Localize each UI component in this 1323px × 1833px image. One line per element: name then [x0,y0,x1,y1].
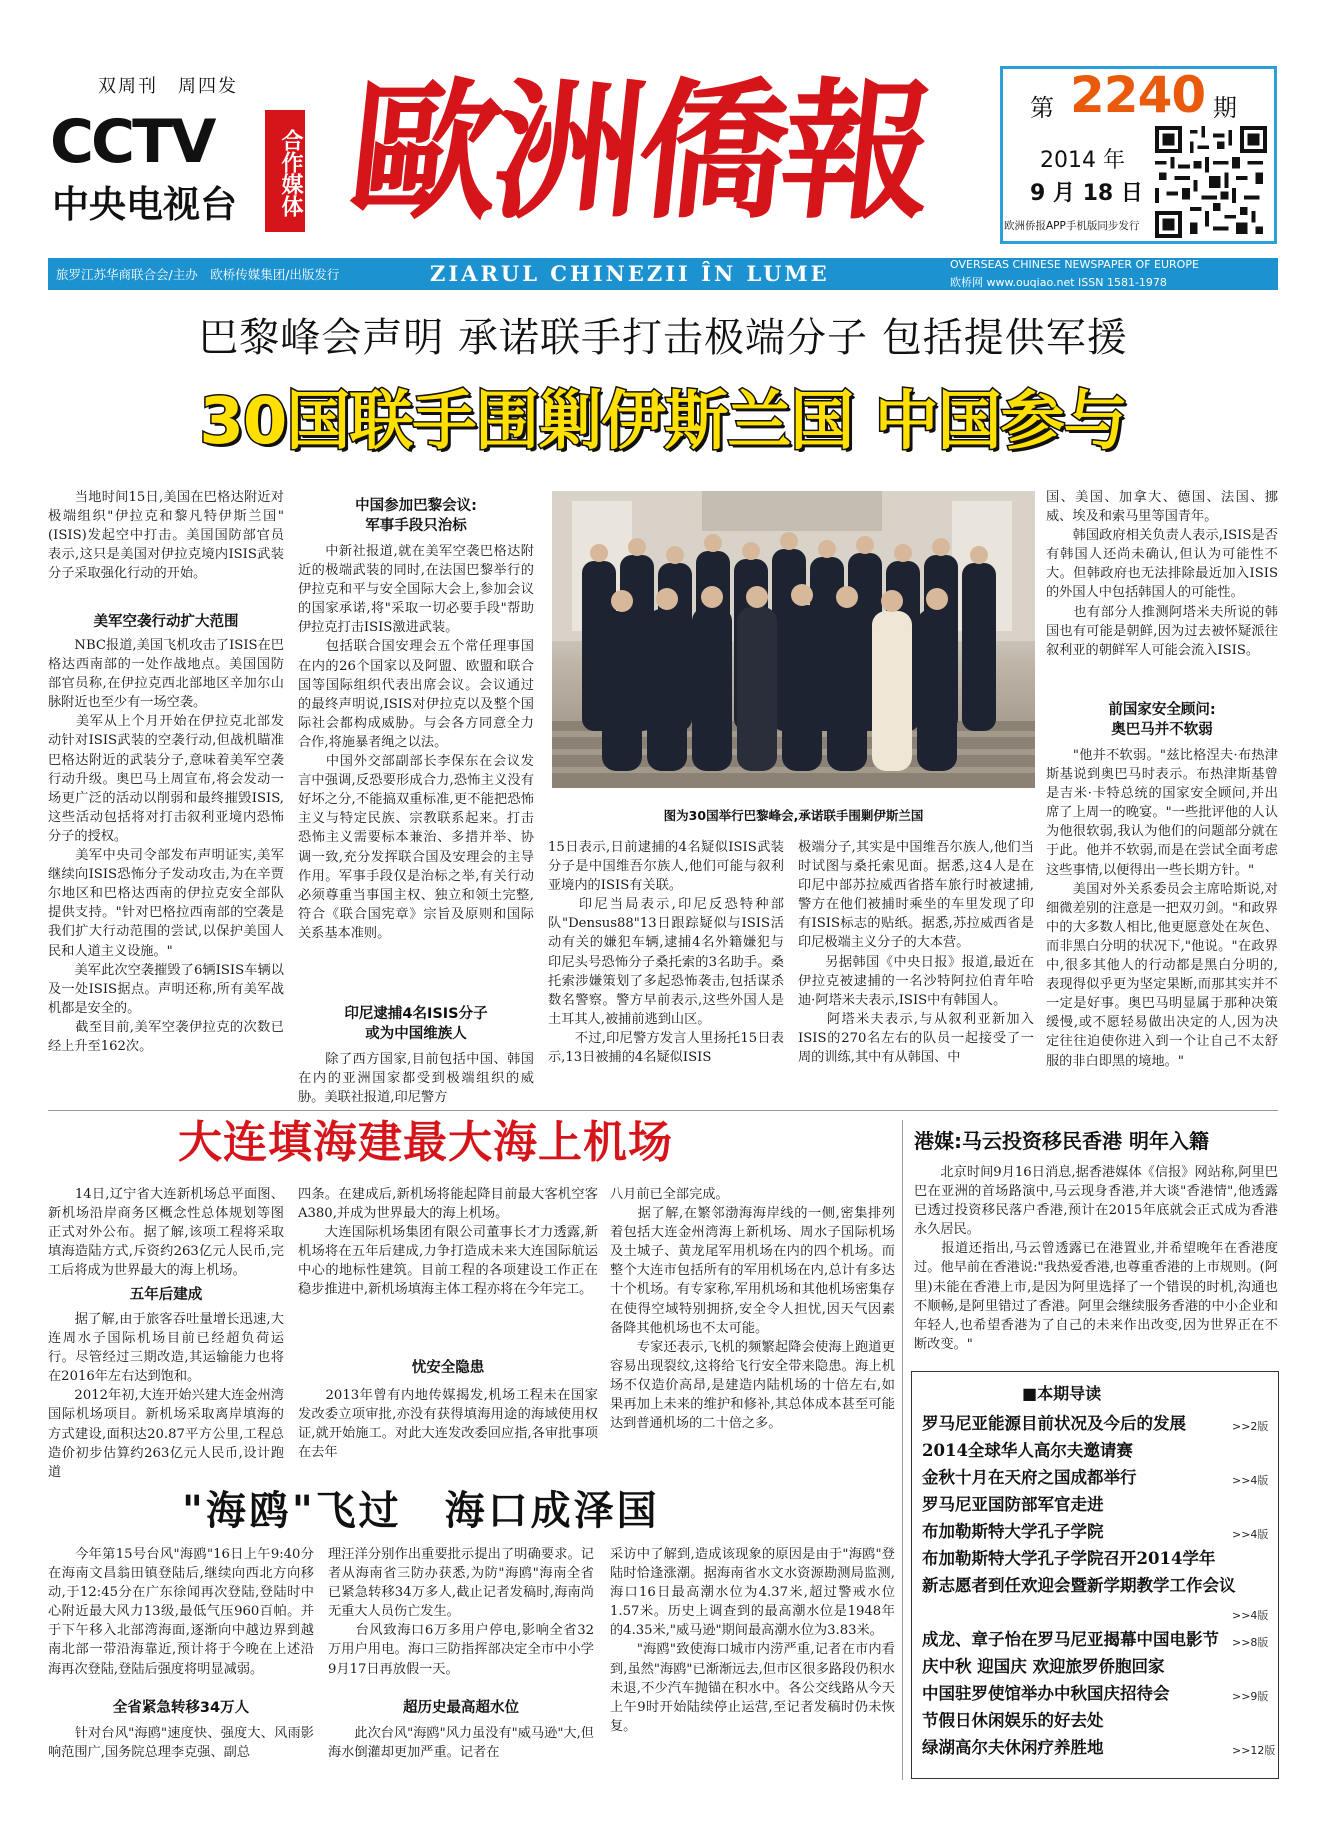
issue-year: 2014 年 [1040,148,1125,173]
summit-photo-illustration [552,491,1035,788]
index-item[interactable]: 罗马尼亚国防部军官走进 [922,1495,1104,1514]
lead-subhead-1: 美军空袭行动扩大范围 [93,614,239,630]
app-note: 欧洲侨报APP手机版同步发行 [1004,220,1140,232]
index-item-page[interactable]: >>4版 [1232,1609,1269,1622]
index-title: ■本期导读 [1022,1384,1102,1403]
issue-date: 9 月 18 日 [1030,181,1143,206]
typhoon-column-3: 采访中了解到,造成该现象的原因是由于"海鸥"登陆时恰逢涨潮。据海南省水文水资源勘测局监测,海口16日最高潮水位为4.37米,超过警戒水位1.57米。历史上调查到的最高潮水位是1948年的4.35米,"威马逊"期间最高潮水位为3.83米。 "海鸥"致使海口城市内涝严重,记者在市内看到,虽然"海鸥"已渐渐远去,但市区很多路段仍积水未退,不少汽车抛锚在积水中。各公交线路从今天上午9时开始陆续停止运营,至记者发稿时仍未恢复。 [610,1547,895,1734]
lead-column-1: 当地时间15日,美国在巴格达附近对极端组织"伊拉克和黎凡特伊斯兰国"(ISIS)发起空中打击。美国国防部官员表示,这只是美国对伊拉克境内ISIS武装分子采取强化行动的开始。 [48,490,284,582]
index-item-page[interactable]: >>2版 [1232,1420,1269,1433]
index-item-page[interactable]: >>8版 [1232,1636,1269,1649]
typhoon-column-1: 今年第15号台风"海鸥"16日上午9:40分在海南文昌翁田镇登陆后,继续向西北方向移动,于12:45分在广东徐闻再次登陆,登陆时中心附近最大风力13级,最低气压960百帕。并于下午移入北部湾海面,逐渐向中越边界到越南北部一带沿海靠近,预计将于今晚在上述沿海再次登陆,登陆后强度将明显减弱。 [48,1547,314,1677]
index-item[interactable]: 2014全球华人高尔夫邀请赛 [922,1441,1133,1460]
cctv-logo: CCTV [50,107,214,177]
index-item[interactable]: 成龙、章子怡在罗马尼亚揭幕中国电影节 [922,1630,1219,1649]
hk-headline[interactable]: 港媒:马云投资移民香港 明年入籍 [914,1129,1209,1153]
lead-kicker: 巴黎峰会声明 承诺联手打击极端分子 包括提供军援 [198,315,1128,361]
dalian-column-2b: 2013年曾有内地传媒揭发,机场工程未在国家发改委立项审批,亦没有获得填海用途的海域使用权证,就开始施工。对此大连发改委回应指,各审批事项在去年 [298,1388,598,1461]
partner-media-badge: 合作媒体 [265,110,305,232]
index-item-page[interactable]: >>4版 [1232,1528,1269,1541]
hk-body: 北京时间9月16日消息,据香港媒体《信报》网站称,阿里巴巴在亚洲的首场路演中,马云现身香港,并大谈"香港情",他透露已透过投资移民落户香港,预计在2015年底就会正式成为香港永久居民。 报道还指出,马云曾透露已在港置业,并希望晚年在香港度过。他早前在香港说:"我热爱香港,也尊重香港的上市规则。(阿里)未能在香港上市,是因为阿里选择了一个错误的时机,沟通也不顺畅,是阿里错过了香港。阿里会继续服务香港的中小企业和年轻人,也希望香港为了自己的未来作出改变,因为世界正在不断改变。" [914,1165,1278,1352]
lead-column-1b: NBC报道,美国飞机攻击了ISIS在巴格达西南部的一处作战地点。美国国防部官员称,在伊拉克西北部地区辛加尔山脉附近也至少有一场空袭。 美军从上个月开始在伊拉克北部发动针对ISIS武装的空袭行动,但战机瞄准巴格达附近的武装分子,意味着美军空袭行动升级。奥巴马上周宣布,将会发动一场更广泛的活动以削弱和最终摧毁ISIS,这些活动包括将对打击叙利亚境内恐怖分子的授权。 美军中央司令部发布声明证实,美军继续向ISIS恐怖分子发动攻击,为在辛贾尔地区和巴格达西南的伊拉克安全部队提供支持。"针对巴格拉西南部的空袭是我们扩大行动范围的尝试,以保护美国人民和人道主义设施。" 美军此次空袭摧毁了6辆ISIS车辆以及一处ISIS据点。声明还称,所有美军战机都是安全的。 截至目前,美军空袭伊拉克的次数已经上升至162次。 [48,638,284,1054]
dalian-headline[interactable]: 大连填海建最大海上机场 [178,1117,673,1168]
index-item[interactable]: 布加勒斯特大学孔子学院召开2014学年 [922,1549,1216,1568]
index-item[interactable]: 中国驻罗使馆举办中秋国庆招待会 [922,1684,1170,1703]
lead-subhead-3: 印尼逮捕4名ISIS分子 或为中国维族人 [344,1006,488,1042]
index-item[interactable]: 新志愿者到任欢迎会暨新学期教学工作会议 [922,1576,1236,1595]
lead-column-3: 15日表示,日前逮捕的4名疑似ISIS武装分子是中国维吾尔族人,他们可能与叙利亚境内的ISIS有关联。 印尼当局表示,印尼反恐特种部队"Densus88"13日跟踪疑似与ISIS活动有关的嫌犯车辆,逮捕4名外籍嫌犯与印尼头号恐怖分子桑托索的3名助手。桑托索涉嫌策划了多起恐怖袭击,包括谋杀数名警察。警方早前表示,这些外国人是土耳其人,被捕前逃到山区。 不过,印尼警方发言人里扬托15日表示,13日被捕的4名疑似ISIS [548,840,784,1066]
website-issn: 欧桥网 www.ouqiao.net ISSN 1581-1978 [950,276,1167,289]
newspaper-title: 歐洲僑報 [341,64,936,240]
issue-suffix: 期 [1213,94,1237,122]
dalian-subhead-1: 五年后建成 [129,1287,203,1303]
typhoon-column-2: 理汪洋分别作出重要批示提出了明确要求。记者从海南省三防办获悉,为防"海鸥"海南全省已紧急转移34万多人,截止记者发稿时,海南尚无重大人员伤亡发生。 台风致海口6万多用户停电,影响全省32万用户用电。海口三防指挥部决定全市中小学9月17日再放假一天。 [328,1547,594,1677]
publication-frequency: 双周刊 周四发 [98,76,238,97]
index-item-page[interactable]: >>12版 [1232,1744,1276,1757]
dalian-subhead-2: 忧安全隐患 [411,1360,485,1376]
index-item[interactable]: 罗马尼亚能源目前状况及今后的发展 [922,1414,1186,1433]
typhoon-subhead-1: 全省紧急转移34万人 [112,1700,250,1716]
index-item[interactable]: 节假日休闲娱乐的好去处 [922,1711,1104,1730]
column-divider [902,1120,903,1780]
lead-column-2: 中新社报道,就在美军空袭巴格达附近的极端武装的同时,在法国巴黎举行的伊拉克和平与安全国际大会上,参加会议的国家承诺,将"采取一切必要手段"帮助伊拉克打击ISIS激进武装。 包括联合国安理会五个常任理事国在内的26个国家以及阿盟、欧盟和联合国等国际组织代表出席会议。会议通过的最终声明说,ISIS对伊拉克以及整个国际社会都构成威胁。与会各方同意全力合作,将施暴者绳之以法。 中国外交部副部长李保东在会议发言中强调,反恐要形成合力,恐怖主义没有好坏之分,不能搞双重标准,更不能把恐怖主义与特定民族、宗教联系起来。打击恐怖主义需要标本兼治、多措并举、协调一致,充分发挥联合国及安理会的主导作用。军事手段仅是治标之举,有关行动必须尊重当事国主权、独立和领土完整,符合《联合国宪章》宗旨及原则和国际关系基本准则。 [298,544,534,941]
index-item[interactable]: 金秋十月在天府之国成都举行 [922,1468,1137,1487]
issue-prefix: 第 [1030,94,1054,122]
publisher-info: 旅罗江苏华商联合会/主办 欧桥传媒集团/出版发行 [56,267,340,282]
issue-number: 2240 [1070,66,1206,124]
lead-subhead-5: 前国家安全顾问: 奥巴马并不软弱 [1108,702,1216,738]
photo-caption: 图为30国举行巴黎峰会,承诺联手围剿伊斯兰国 [663,808,924,823]
section-divider [48,1110,1278,1111]
lead-column-2b: 除了西方国家,目前包括中国、韩国在内的亚洲国家都受到极端组织的威胁。美联社报道,印尼警方 [298,1052,534,1106]
typhoon-subhead-2: 超历史最高超水位 [403,1700,519,1716]
dalian-column-3: 八月前已全部完成。 据了解,在繁邻渤海海岸线的一侧,密集排列着包括大连金州湾海上新机场、周水子国际机场及土城子、黄龙尾军用机场在内的四个机场。而整个大连市包括所有的军用机场在内,总计有多达十个机场。有专家称,军用机场和其他机场密集存在使得空域特别拥挤,安全令人担忧,因天气因素备降其他机场也不太可能。 专家还表示,飞机的频繁起降会使海上跑道更容易出现裂纹,这将给飞行安全带来隐患。海上机场不仅造价高昂,是建造内陆机场的十倍左右,如果再加上未来的维护和修补,其总体成本甚至可能达到普通机场的二十倍之多。 [610,1187,895,1432]
dalian-column-1: 14日,辽宁省大连新机场总平面图、新机场沿岸商务区概念性总体规划等图正式对外公布。据了解,该项工程将采取填海造陆方式,斥资约263亿元人民币,完工后将成为世界最大的海上机场。 [48,1187,284,1279]
english-title: OVERSEAS CHINESE NEWSPAPER OF EUROPE [950,258,1199,271]
lead-headline[interactable]: 30国联手围剿伊斯兰国 中国参与 [199,385,1127,459]
index-item-page[interactable]: >>9版 [1232,1690,1269,1703]
index-item-page[interactable]: >>4版 [1232,1474,1269,1487]
index-item[interactable]: 布加勒斯特大学孔子学院 [922,1522,1104,1541]
typhoon-column-2b: 此次台风"海鸥"风力虽没有"威马逊"大,但海水倒灌却更加严重。记者在 [328,1726,594,1761]
cctv-chinese-name: 中央电视台 [52,182,237,226]
lead-column-5: 国、美国、加拿大、德国、法国、挪威、埃及和索马里等国青年。 韩国政府相关负责人表示,ISIS是否有韩国人还尚未确认,但认为可能性不大。但韩政府也无法排除最近加入ISIS的外国人中包括韩国人的可能性。 也有部分人推测阿塔米夫所说的韩国也有可能是朝鲜,因为过去被怀疑派往叙利亚的朝鲜军人可能会流入ISIS。 [1046,490,1278,658]
typhoon-headline[interactable]: "海鸥"飞过 海口成泽国 [182,1488,660,1534]
lead-column-5b: "他并不软弱。"兹比格涅夫·布热津斯基说到奥巴马时表示。布热津斯基曾是吉米·卡特总统的国家安全顾问,并出席了上周一的晚宴。"一些批评他的人认为他很软弱,我认为他们的问题部分就在于此。他并不软弱,而是在尝试全面考虑这些事情,以便得出一些长期方针。" 美国对外关系委员会主席哈斯说,对细微差别的注意是一把双刃剑。"和政界中的大多数人相比,他更愿意处在灰色、而非黑白分明的状况下,"他说。"在政界中,很多其他人的行动都是黑白分明的,表现得似乎更为坚定果断,而那其实并不一定是好事。奥巴马明显属于那种决策缓慢,或不愿轻易做出决定的人,因为决定往往迫使你进入到一个让自己不太舒服的非白即黑的境地。" [1046,748,1278,1069]
typhoon-column-1b: 针对台风"海鸥"速度快、强度大、风雨影响范围广,国务院总理李克强、副总 [48,1726,314,1761]
romanian-title: ZIARUL CHINEZII ÎN LUME [430,261,830,286]
dalian-column-2: 四条。在建成后,新机场将能起降目前最大客机空客A380,并成为世界最大的海上机场。 大连国际机场集团有限公司董事长才力透露,新机场将在五年后建成,力争打造成未来大连国际航运中心的地标性建筑。目前工程的各项建设工作正在稳步推进中,新机场填海主体工程亦将在今年完工。 [298,1187,598,1298]
dalian-column-1b: 据了解,由于旅客吞吐量增长迅速,大连周水子国际机场目前已经超负荷运行。尽管经过三期改造,其运输能力也将在2016年左右达到饱和。 2012年初,大连开始兴建大连金州湾国际机场项目。新机场采取离岸填海的方式建设,面积达20.87平方公里,工程总造价初步估算约263亿元人民币,设计跑道 [48,1312,284,1478]
qr-code-icon[interactable] [1155,126,1267,238]
summit-group-photo[interactable] [552,491,1035,788]
lead-column-4: 极端分子,其实是中国维吾尔族人,他们当时试图与桑托索见面。据悉,这4人是在印尼中部苏拉威西省搭车旅行时被逮捕,警方在他们被捕时乘坐的车里发现了印有ISIS标志的贴纸。据悉,苏拉威西省是印尼极端主义分子的大本营。 另据韩国《中央日报》报道,最近在伊拉克被逮捕的一名沙特阿拉伯青年哈迪·阿塔米夫表示,ISIS中有韩国人。 阿塔米夫表示,与从叙利亚新加入ISIS的270名左右的队员一起接受了一周的训练,其中有从韩国、中 [798,840,1034,1066]
lead-subhead-2: 中国参加巴黎会议: 军事手段只治标 [355,498,477,534]
index-item[interactable]: 庆中秋 迎国庆 欢迎旅罗侨胞回家 [922,1657,1165,1676]
index-item[interactable]: 绿湖高尔夫休闲疗养胜地 [922,1738,1104,1757]
